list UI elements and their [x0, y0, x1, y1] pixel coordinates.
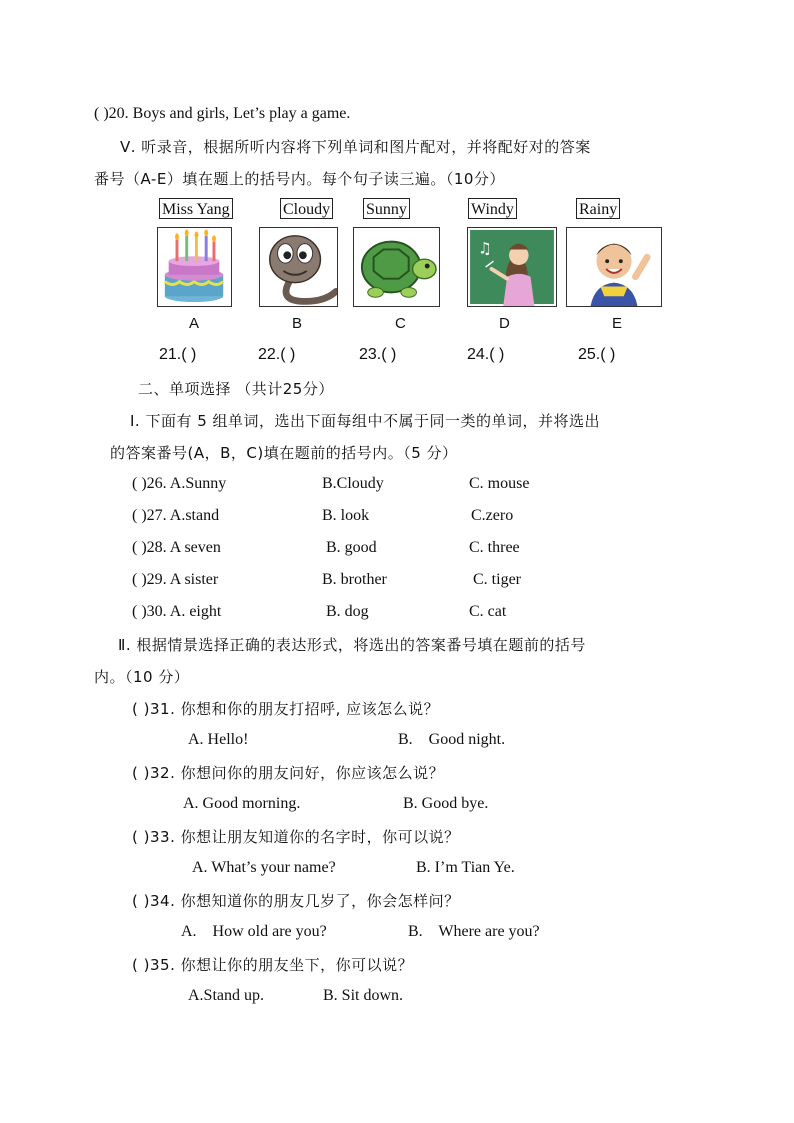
section-2-instruction-line-2: 内。（10 分） — [94, 668, 190, 686]
answer-bracket[interactable]: ( ) — [132, 475, 147, 492]
snake-icon — [259, 227, 338, 307]
question-text: 20. Boys and girls, Let’s play a game. — [108, 105, 351, 122]
word-rainy: Rainy — [576, 198, 620, 219]
picture-letter-e: E — [612, 315, 623, 332]
answer-bracket[interactable]: ( ) — [132, 892, 150, 910]
answer-blank-23[interactable]: 23.( ) — [359, 346, 397, 363]
word-sunny: Sunny — [363, 198, 410, 219]
answer-bracket[interactable]: ( ) — [132, 571, 147, 588]
question-31 — [132, 698, 439, 719]
section-5-instruction-line-2: 番号（A-E）填在题上的括号内。每个句子读三遍。（10分） — [94, 170, 505, 188]
answer-blank-22[interactable]: 22.( ) — [258, 346, 296, 363]
answer-blank-21[interactable]: 21.( ) — [159, 346, 197, 363]
picture-letter-d: D — [499, 315, 510, 332]
answer-bracket[interactable]: ( ) — [132, 764, 150, 782]
answer-blank-24[interactable]: 24.( ) — [467, 346, 505, 363]
question-32 — [132, 762, 444, 783]
question-text: 34. 你想知道你的朋友几岁了，你会怎样问？ — [149, 892, 460, 910]
question-text: 31. 你想和你的朋友打招呼, 应该怎么说？ — [149, 700, 440, 718]
question-33-option-b: B. I’m Tian Ye. — [416, 859, 515, 876]
svg-text:♫: ♫ — [477, 239, 492, 258]
question-34-option-a: A. How old are you? — [181, 923, 327, 940]
section-5-instruction-line-1: Ⅴ. 听录音，根据所听内容将下列单词和图片配对，并将配好对的答案 — [120, 138, 591, 156]
option-a: 29. A sister — [146, 571, 219, 588]
question-26 — [132, 474, 692, 494]
option-b: B. dog — [326, 603, 369, 620]
question-text: 32. 你想问你的朋友问好，你应该怎么说？ — [149, 764, 445, 782]
option-b: B. brother — [322, 571, 387, 588]
question-35-option-b: B. Sit down. — [323, 987, 404, 1004]
answer-bracket[interactable]: ( ) — [132, 539, 147, 556]
option-c: C.zero — [471, 507, 514, 524]
answer-bracket[interactable]: ( ) — [94, 105, 109, 122]
option-a: 30. A. eight — [146, 603, 222, 620]
question-text: 33. 你想让朋友知道你的名字时，你可以说？ — [149, 828, 460, 846]
option-a: 26. A.Sunny — [146, 475, 227, 492]
question-20 — [94, 104, 350, 124]
question-30 — [132, 602, 692, 622]
question-27 — [132, 506, 692, 526]
answer-bracket[interactable]: ( ) — [132, 700, 150, 718]
answer-bracket[interactable]: ( ) — [132, 507, 147, 524]
question-32-option-a: A. Good morning. — [183, 795, 301, 812]
question-31-option-b: B. Good night. — [398, 731, 506, 748]
word-cloudy: Cloudy — [280, 198, 333, 219]
answer-blank-25[interactable]: 25.( ) — [578, 346, 616, 363]
option-a: 27. A.stand — [146, 507, 220, 524]
option-c: C. mouse — [469, 475, 530, 492]
option-a: 28. A seven — [146, 539, 221, 556]
option-c: C. three — [469, 539, 520, 556]
word-windy: Windy — [468, 198, 517, 219]
option-b: B. good — [326, 539, 377, 556]
picture-letter-a: A — [189, 315, 200, 332]
birthday-cake-icon — [157, 227, 232, 307]
section-1-instruction-line-2: 的答案番号(A，B，C)填在题前的括号内。（5 分） — [110, 444, 458, 462]
word-miss-yang: Miss Yang — [159, 198, 233, 219]
section-2-instruction-line-1: Ⅱ. 根据情景选择正确的表达形式，将选出的答案番号填在题前的括号 — [118, 636, 586, 654]
option-b: B. look — [322, 507, 370, 524]
turtle-icon — [353, 227, 440, 307]
question-31-option-a: A. Hello! — [188, 731, 249, 748]
answer-bracket[interactable]: ( ) — [132, 828, 150, 846]
question-32-option-b: B. Good bye. — [403, 795, 489, 812]
picture-letter-c: C — [395, 315, 406, 332]
teacher-icon — [467, 227, 557, 307]
section-1-instruction-line-1: Ⅰ. 下面有 5 组单词，选出下面每组中不属于同一类的单词，并将选出 — [130, 412, 601, 430]
question-text: 35. 你想让你的朋友坐下，你可以说？ — [149, 956, 414, 974]
answer-bracket[interactable]: ( ) — [132, 956, 150, 974]
boy-icon — [566, 227, 662, 307]
question-34-option-b: B. Where are you? — [408, 923, 540, 940]
question-33-option-a: A. What’s your name? — [192, 859, 336, 876]
option-b: B.Cloudy — [322, 475, 384, 492]
question-34 — [132, 890, 460, 911]
question-35 — [132, 954, 413, 975]
option-c: C. cat — [469, 603, 507, 620]
question-29 — [132, 570, 692, 590]
option-c: C. tiger — [473, 571, 521, 588]
question-35-option-a: A.Stand up. — [188, 987, 264, 1004]
question-33 — [132, 826, 460, 847]
picture-letter-b: B — [292, 315, 303, 332]
question-28 — [132, 538, 692, 558]
part-2-title: 二、单项选择 （共计25分） — [138, 380, 334, 398]
answer-bracket[interactable]: ( ) — [132, 603, 147, 620]
